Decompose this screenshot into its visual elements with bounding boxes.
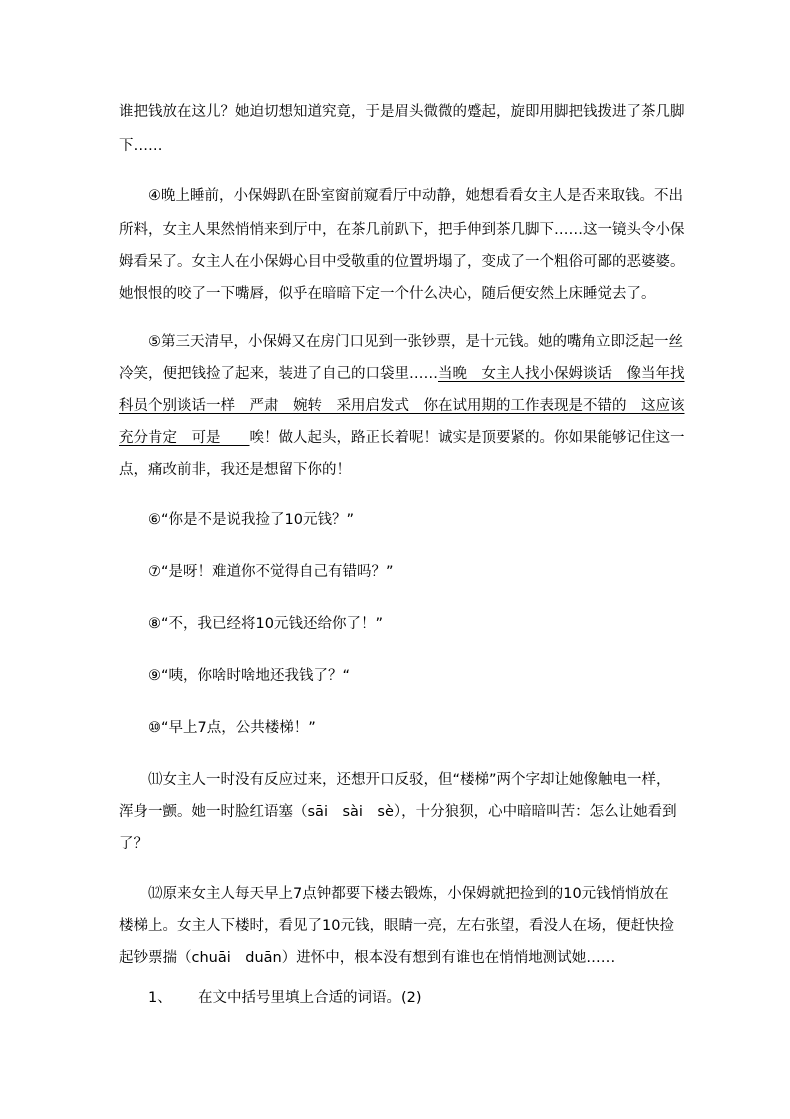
para10: ⑩“早上7点，公共楼梯！” xyxy=(148,720,316,736)
para5-line-3 xyxy=(119,396,685,416)
question-1-text: 在文中括号里填上合适的词语。(2) xyxy=(198,990,422,1006)
para5-line-2-text: 冷笑，便把钱捡了起来，装进了自己的口袋里…… xyxy=(119,366,438,382)
para4-line-2: 所料，女主人果然悄悄来到厅中，在茶几前趴下，把手伸到茶几脚下……这一镜头令小保 xyxy=(119,222,685,238)
intro-line-1: 谁把钱放在这儿？她迫切想知道究竟，于是眉头微微的蹙起，旋即用脚把钱拨进了茶几脚 xyxy=(119,104,685,120)
para4-line-3: 姆看呆了。女主人在小保姆心目中受敬重的位置坍塌了，变成了一个粗俗可鄙的恶婆婆。 xyxy=(119,254,685,270)
para5-line-4-text: 唉！做人起头，路正长着呢！诚实是顶要紧的。你如果能够记住这一 xyxy=(249,430,685,446)
question-1-number: 1、 xyxy=(148,990,172,1006)
para12-line-1: ⑿原来女主人每天早上7点钟都要下楼去锻炼，小保姆就把捡到的10元钱悄悄放在 xyxy=(148,886,669,902)
para6: ⑥“你是不是说我捡了10元钱？” xyxy=(148,512,354,528)
para5-line-5: 点，痛改前非，我还是想留下你的！ xyxy=(119,462,351,478)
para4-line-4: 她恨恨的咬了一下嘴唇，似乎在暗暗下定一个什么决心，随后便安然上床睡觉去了。 xyxy=(119,286,656,302)
para7: ⑦“是呀！难道你不觉得自己有错吗？” xyxy=(148,564,394,580)
para5-line-4 xyxy=(119,428,685,448)
para12-line-3: 起钞票揣（chuāi duān）进怀中，根本没有想到有谁也在悄悄地测试她…… xyxy=(119,950,616,966)
intro-line-2: 下…… xyxy=(119,138,163,154)
para5-line-1: ⑤第三天清早，小保姆又在房门口见到一张钞票，是十元钱。她的嘴角立即泛起一丝 xyxy=(148,334,683,350)
para8: ⑧“不，我已经将10元钱还给你了！” xyxy=(148,616,383,632)
para4-line-1: ④晚上睡前，小保姆趴在卧室窗前窥看厅中动静，她想看看女主人是否来取钱。不出 xyxy=(148,188,683,204)
para11-line-1: ⑾女主人一时没有反应过来，还想开口反驳，但“楼梯”两个字却让她像触电一样， xyxy=(148,772,671,788)
para12-line-2: 楼梯上。女主人下楼时，看见了10元钱，眼睛一亮，左右张望，看没人在场，便赶快捡 xyxy=(119,918,674,934)
para5-line-2 xyxy=(119,364,685,384)
para5-line-2-underlined: 当晚 女主人找小保姆谈话 像当年找 xyxy=(438,366,685,382)
para5-line-3-underlined: 科员个别谈话一样 严肃 婉转 采用启发式 你在试用期的工作表现是不错的 这应该 xyxy=(119,398,685,414)
para9: ⑨“咦，你啥时啥地还我钱了？“ xyxy=(148,668,351,684)
para11-line-2: 浑身一颤。她一时脸红语塞（sāi sài sè），十分狼狈，心中暗暗叫苦：怎么让她看到 xyxy=(119,804,677,820)
para5-line-4-underlined: 充分肯定 可是 xyxy=(119,430,250,446)
para11-line-3: 了？ xyxy=(119,836,148,852)
